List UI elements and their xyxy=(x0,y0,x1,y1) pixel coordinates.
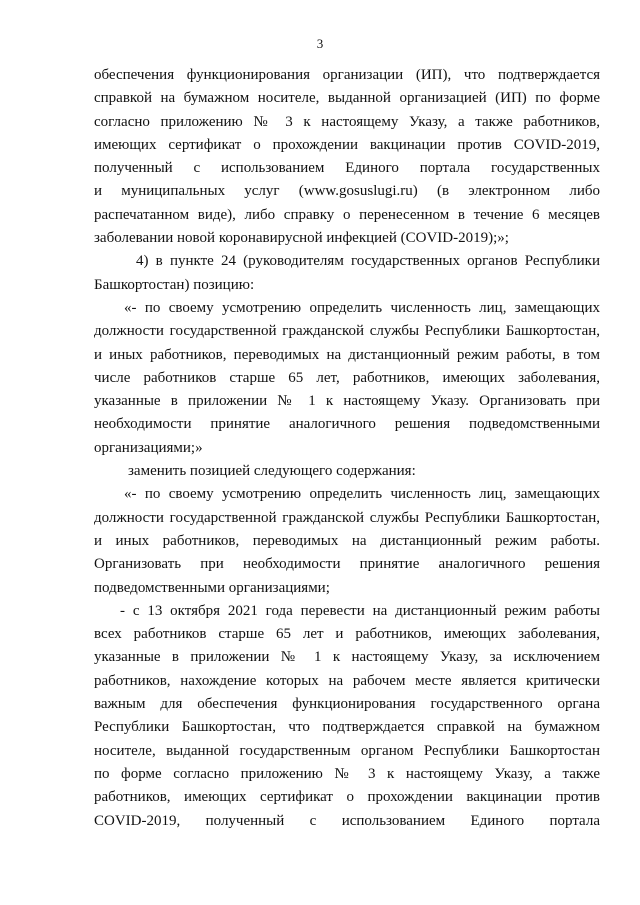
text-line: и иных работников, переводимых на дистанционный режим работы. xyxy=(94,532,600,549)
text-line: указанные в приложении № 1 к настоящему Указу, за исключением xyxy=(94,649,600,666)
text-line: числе работников старше 65 лет, работников, имеющих заболевания, xyxy=(94,369,600,386)
text-line: заболевании новой коронавирусной инфекцией (COVID-2019);»; xyxy=(94,230,509,247)
page-number: 3 xyxy=(316,36,324,51)
text-line-paragraph-start: «- по своему усмотрению определить численность лиц, замещающих xyxy=(124,486,600,503)
text-line: Организовать при необходимости принятие аналогичного решения xyxy=(94,556,600,573)
text-line: подведомственными организациями; xyxy=(94,579,330,596)
text-line-paragraph-start: - с 13 октября 2021 года перевести на дистанционный режим работы xyxy=(120,602,600,619)
text-line: должности государственной гражданской службы Республики Башкортостан, xyxy=(94,323,600,340)
text-line: имеющих сертификат о прохождении вакцинации против COVID-2019, xyxy=(94,136,600,153)
text-line: и иных работников, переводимых на дистанционный режим работы, в том xyxy=(94,346,600,363)
text-line: и муниципальных услуг (www.gosuslugi.ru) (в электронном либо xyxy=(94,183,600,200)
text-line: важным для обеспечения функционирования государственного органа xyxy=(94,696,600,713)
text-line: по форме согласно приложению № 3 к настоящему Указу, а также xyxy=(94,765,600,782)
text-line: обеспечения функционирования организации (ИП), что подтверждается xyxy=(94,67,600,83)
text-line-paragraph-start: 4) в пункте 24 (руководителям государственных органов Республики xyxy=(136,253,600,270)
text-line: всех работников старше 65 лет и работников, имеющих заболевания, xyxy=(94,626,600,643)
text-line: распечатанном виде), либо справку о перенесенном в течение 6 месяцев xyxy=(94,206,600,223)
text-line: Башкортостан) позицию: xyxy=(94,276,255,293)
text-line: указанные в приложении № 1 к настоящему Указу. Организовать при xyxy=(94,393,600,410)
text-line: организациями;» xyxy=(94,439,203,456)
text-line-paragraph-start: «- по своему усмотрению определить численность лиц, замещающих xyxy=(124,299,600,316)
text-line: согласно приложению № 3 к настоящему Указу, а также работников, xyxy=(94,113,600,130)
text-line: должности государственной гражданской службы Республики Башкортостан, xyxy=(94,509,600,526)
text-line: носителе, выданной государственным органом Республики Башкортостан xyxy=(94,742,600,759)
document-body xyxy=(94,64,600,833)
text-line: необходимости принятие аналогичного решения подведомственными xyxy=(94,416,600,433)
text-line: работников, нахождение которых на рабочем месте является критически xyxy=(94,672,600,689)
text-line: работников, имеющих сертификат о прохождении вакцинации против xyxy=(94,789,600,806)
text-line: COVID-2019, полученный с использованием Единого портала xyxy=(94,812,600,829)
text-line: справкой на бумажном носителе, выданной организацией (ИП) по форме xyxy=(94,90,600,107)
text-line-paragraph-start: заменить позицией следующего содержания: xyxy=(128,463,416,480)
text-line: полученный с использованием Единого портала государственных xyxy=(94,160,600,177)
text-line: Республики Башкортостан, что подтверждается справкой на бумажном xyxy=(94,719,600,736)
